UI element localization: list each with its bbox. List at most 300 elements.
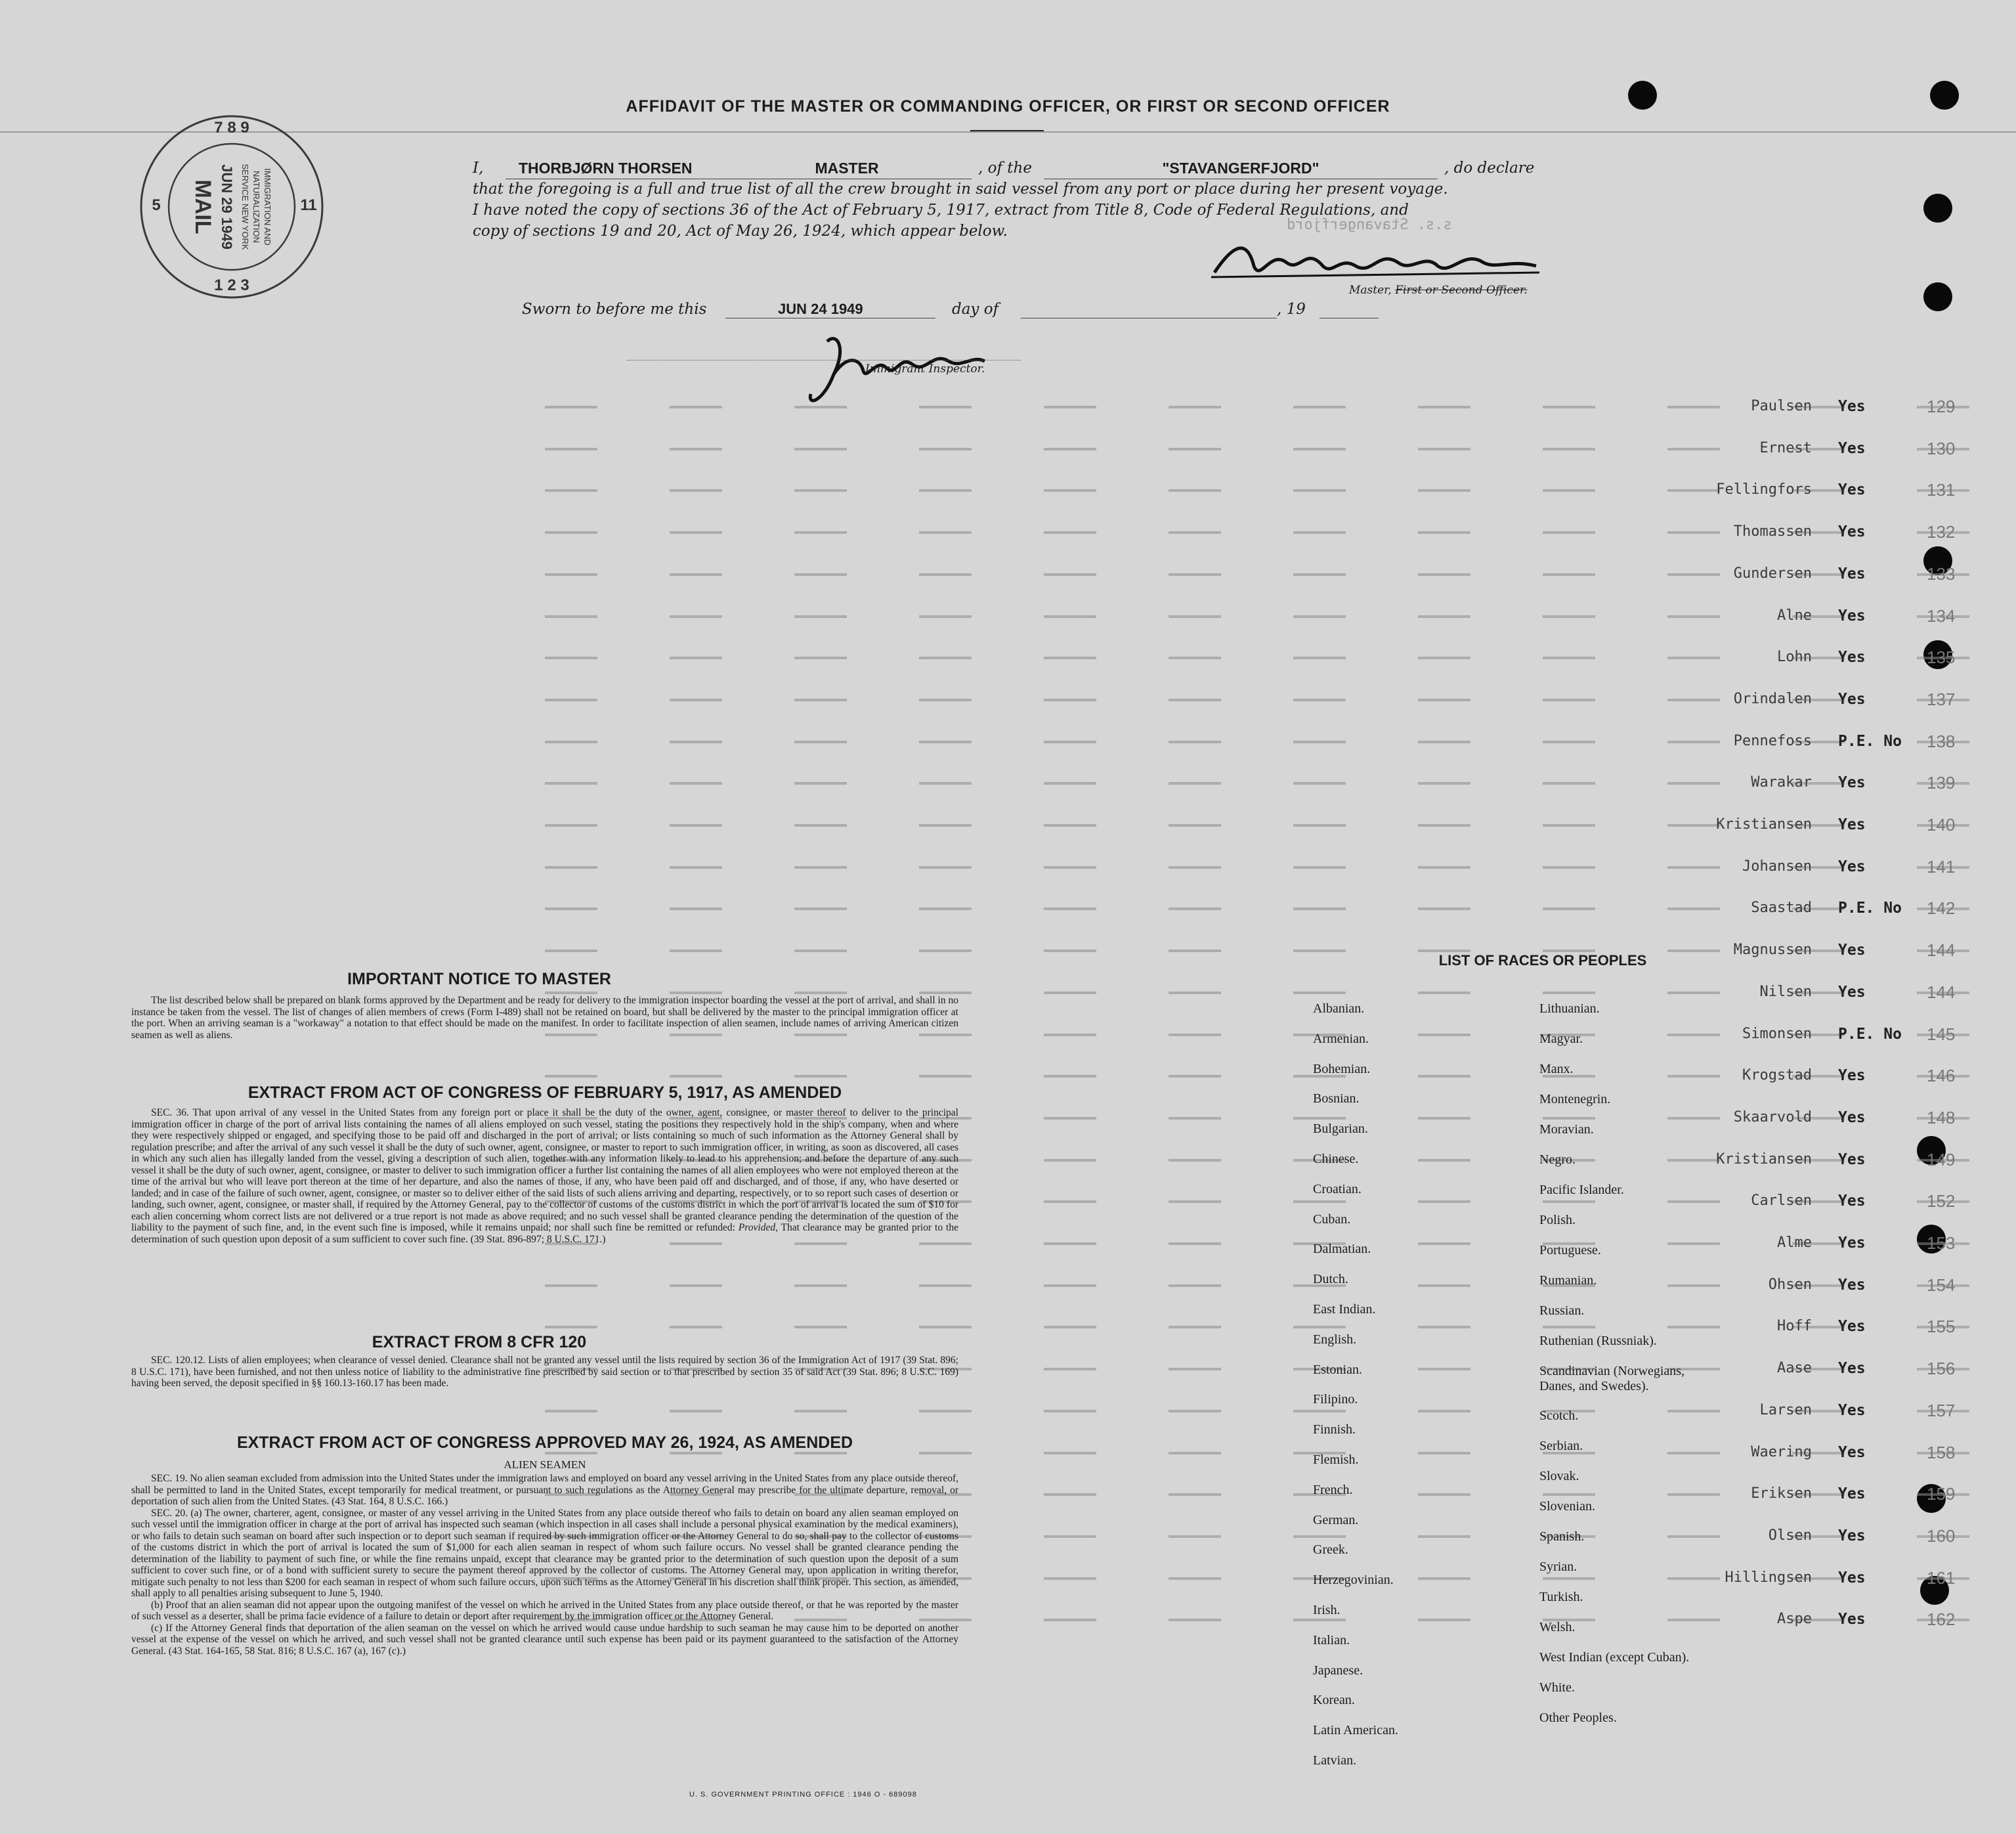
crew-row-number: 132 [1927, 522, 1956, 542]
bleed-mark [1293, 1200, 1346, 1203]
crew-row-status: Yes [1838, 523, 1866, 540]
year-blank [1319, 301, 1379, 318]
bleed-mark [1418, 1159, 1470, 1162]
bleed-mark [1293, 1535, 1346, 1538]
bleed-mark [670, 489, 722, 492]
crew-row-number: 148 [1927, 1108, 1956, 1127]
race-item: Danes, and Swedes). [1539, 1379, 1649, 1393]
master-name: THORBJØRN THORSEN [505, 158, 735, 179]
bleed-mark [1044, 866, 1096, 869]
bleed-mark [670, 699, 722, 701]
bleed-mark [545, 782, 597, 785]
bleed-mark [1293, 782, 1346, 785]
bleed-mark [1543, 1200, 1595, 1203]
bleed-mark [545, 950, 597, 952]
crew-row-number: 135 [1927, 647, 1956, 667]
crew-row-number: 144 [1927, 982, 1956, 1002]
race-item: Spanish. [1539, 1529, 1585, 1544]
crew-row-status: Yes [1838, 565, 1866, 582]
bleed-mark [545, 615, 597, 618]
crew-row-surname: Thomassen [1733, 523, 1812, 540]
bleed-mark [794, 657, 847, 659]
crew-row-surname: Fellingfors [1716, 481, 1812, 498]
bleed-mark [1418, 782, 1470, 785]
bleed-mark [1418, 741, 1470, 743]
crew-row-surname: Nilsen [1759, 984, 1812, 1000]
extract-1917-text: SEC. 36. That upon arrival of any vessel in the United States from any foreign port or place it shall be the duty of the owner, agent, consignee, or master thereof to deliver to the principal immigration officer in charge of the port of arrival lists containing the names of all aliens employed on such vessel, stating the positions they respectively hold in the ship's company, when and where they were respectively shipped or engaged, and specifying those to be paid off and discharged in the port of arrival; or lists containing so much of such information as the Attorney General shall by regulation prescribe; and after the arrival of any such vessel it shall be the duty of such owner, agent, consignee, or master to report to such immigration officer, in writing, as soon as discovered, all cases in which any such alien has illegally landed from the vessel, giving a description of such alien, together with any information likely to lead to his apprehension; and before the departure of any such vessel it shall be the duty of such owner, agent, consignee, or master to deliver to such immigration officer a further list containing the names of all alien employees who were not employed thereon at the time of the arrival but who will leave port thereon at the time of her departure, and also the names of those, if any, who have been paid off and discharged, and of those, if any, who have deserted or landed; and in case of the failure of such owner, agent, consignee, or master so to deliver either of the said lists of such aliens arriving and departing, respectively, or to so report such cases of desertion or landing, such owner, agent, consignee, or master shall, if required by the Attorney General, pay to the collector of customs of the customs district in which the port of arrival is located the sum of $10 for each alien concerning whom correct lists are not delivered or a true report is not made as above required; and no such vessel shall be granted clearance pending the determination of the question of the liability to the payment of such fine, and, in the event such fine is imposed, while it remains unpaid; nor shall such fine be remitted or refunded: [131, 1107, 958, 1233]
crew-row-surname: Carlsen [1751, 1192, 1812, 1209]
bleed-mark [919, 406, 972, 408]
race-item: Croatian. [1313, 1181, 1362, 1196]
race-item: Syrian. [1539, 1560, 1577, 1574]
crew-row-surname: Orindalen [1733, 691, 1812, 707]
crew-row-surname: Larsen [1759, 1402, 1812, 1418]
bleed-mark [1169, 1284, 1221, 1287]
bleed-mark [1543, 1577, 1595, 1580]
bleed-mark [919, 824, 972, 827]
bleed-mark [1418, 406, 1470, 408]
bleed-mark [1293, 699, 1346, 701]
inspector-caption: Immigrant Inspector. [865, 362, 985, 376]
bleed-mark [1543, 1493, 1595, 1496]
bleed-mark [545, 448, 597, 450]
race-item: Cuban. [1313, 1212, 1351, 1227]
crew-row-status: Yes [1838, 1277, 1866, 1294]
bleed-mark [1169, 1535, 1221, 1538]
bleed-mark [794, 615, 847, 618]
bleed-mark [1044, 657, 1096, 659]
sworn-text: Sworn to before me this [522, 301, 707, 318]
bleed-mark [1169, 1242, 1221, 1245]
bleed-mark [1418, 1368, 1470, 1370]
crew-row-status: Yes [1838, 1067, 1866, 1084]
crew-row-status: Yes [1838, 1360, 1866, 1377]
bleed-mark [794, 573, 847, 576]
crew-row-status: Yes [1838, 1611, 1866, 1628]
bleed-mark [545, 824, 597, 827]
bleed-mark [1543, 782, 1595, 785]
bleed-mark [1044, 448, 1096, 450]
sec-20b: (b) Proof that an alien seaman did not appear upon the outgoing manifest of the vessel on which he arrived in the United States from any place outside thereof, or that he was reported by the master of such vessel as a deserter, shall be prima facie evidence of a failure to detain or deport after requirement by the immigration officer or the Attorney General. [131, 1599, 958, 1622]
bleed-mark [919, 531, 972, 534]
bleed-mark [670, 907, 722, 910]
svg-text:7 8 9: 7 8 9 [214, 119, 249, 137]
bleed-mark [1543, 573, 1595, 576]
bleed-mark [1169, 1577, 1221, 1580]
race-item: Estonian. [1313, 1362, 1362, 1377]
bleed-mark [1044, 1535, 1096, 1538]
crew-row-surname: Aspe [1777, 1611, 1812, 1627]
bleed-mark [1044, 992, 1096, 994]
punch-hole [1923, 282, 1952, 311]
bleed-mark [919, 992, 972, 994]
bleed-mark [1543, 907, 1595, 910]
bleed-mark [1293, 907, 1346, 910]
bleed-mark [545, 406, 597, 408]
sec-20c: (c) If the Attorney General finds that deportation of the alien seaman on the vessel on which he arrived would cause undue hardship to such seaman he may cause him to be deported on another vessel at the expense of the vessel on which he arrived, and such vessel shall not be granted clearance until such expense has been paid or its payment guaranteed to the satisfaction of the Attorney General. (43 Stat. 164-165, 58 Stat. 816; 8 U.S.C. 167 (a), 167 (c).) [131, 1622, 958, 1657]
bleed-mark [1044, 741, 1096, 743]
bleed-mark [1169, 406, 1221, 408]
bleed-mark [670, 448, 722, 450]
race-item: Portuguese. [1539, 1243, 1601, 1257]
races-title: LIST OF RACES OR PEOPLES [1438, 952, 1647, 969]
notice-title: IMPORTANT NOTICE TO MASTER [347, 970, 611, 988]
bleed-mark [794, 699, 847, 701]
bleed-mark [1169, 1619, 1221, 1621]
crew-row-surname: Alme [1777, 1234, 1812, 1251]
bleed-mark [670, 1410, 722, 1412]
bleed-mark [1044, 1159, 1096, 1162]
crew-row-number: 162 [1927, 1609, 1956, 1629]
race-item: Dutch. [1313, 1272, 1348, 1287]
crew-row-status: Yes [1838, 691, 1866, 708]
bleed-mark [1169, 1326, 1221, 1328]
crew-row-surname: Magnussen [1733, 942, 1812, 958]
crew-row-status: Yes [1838, 1318, 1866, 1335]
bleed-mark [1418, 1619, 1470, 1621]
bleed-mark [1418, 573, 1470, 576]
bleed-mark [1293, 1326, 1346, 1328]
bleed-mark [1293, 531, 1346, 534]
bleed-mark [1169, 1159, 1221, 1162]
crew-row-surname: Kristiansen [1716, 816, 1812, 833]
day-of-text: day of [952, 301, 999, 318]
affidavit-title: AFFIDAVIT OF THE MASTER OR COMMANDING OFFICER, OR FIRST OR SECOND OFFICER [626, 97, 1390, 116]
bleed-mark [1044, 1368, 1096, 1370]
bleed-mark [1543, 992, 1595, 994]
bleed-mark [794, 1284, 847, 1287]
bleed-mark [1044, 406, 1096, 408]
extract-1924-body [131, 1473, 958, 1657]
extract-cfr-title: EXTRACT FROM 8 CFR 120 [372, 1333, 587, 1351]
bleed-mark [1543, 448, 1595, 450]
bleed-mark [545, 657, 597, 659]
race-item: German. [1313, 1512, 1359, 1527]
bleed-mark [545, 1410, 597, 1412]
bleed-mark [1293, 406, 1346, 408]
bleed-mark [1044, 824, 1096, 827]
bleed-mark [794, 741, 847, 743]
crew-row-status: Yes [1838, 942, 1866, 959]
bleed-mark [1293, 489, 1346, 492]
bleed-mark [919, 448, 972, 450]
crew-row-surname: Waering [1751, 1444, 1812, 1460]
bleed-mark [1543, 489, 1595, 492]
crew-row-number: 138 [1927, 731, 1956, 751]
bleed-mark [545, 1284, 597, 1287]
svg-text:1 2 3: 1 2 3 [214, 276, 249, 294]
bleed-mark [1418, 699, 1470, 701]
crew-row-number: 156 [1927, 1359, 1956, 1378]
bleed-mark [1044, 1577, 1096, 1580]
bleed-mark [1044, 1242, 1096, 1245]
bleed-mark [1169, 573, 1221, 576]
bleed-mark [1543, 1326, 1595, 1328]
officer-caption-struck: First or Second Officer. [1395, 284, 1528, 297]
bleed-mark [1169, 782, 1221, 785]
bleed-mark [1169, 907, 1221, 910]
bleed-through-vessel: s.s. Stavangerfjord [1287, 217, 1452, 233]
crew-row-status: Yes [1838, 481, 1866, 498]
bleed-mark [794, 531, 847, 534]
bleed-mark [1418, 866, 1470, 869]
bleed-mark [919, 782, 972, 785]
race-item: Flemish. [1313, 1452, 1359, 1467]
bleed-mark [1293, 657, 1346, 659]
race-item: Bosnian. [1313, 1091, 1360, 1106]
bleed-mark [670, 573, 722, 576]
crew-row-number: 141 [1927, 857, 1956, 877]
crew-row-status: Yes [1838, 1402, 1866, 1419]
race-item: Japanese. [1313, 1663, 1363, 1678]
svg-text:IMMIGRATION AND: IMMIGRATION AND [263, 168, 272, 246]
bleed-mark [670, 1284, 722, 1287]
crew-row-surname: Saastad [1751, 900, 1812, 916]
affidavit-line-3: I have noted the copy of sections 36 of the Act of February 5, 1917, extract from Title 8, Code of Federal Regulations, and [473, 202, 1409, 219]
bleed-mark [1044, 1326, 1096, 1328]
crew-row-status: Yes [1838, 1109, 1866, 1126]
crew-row-number: 154 [1927, 1275, 1956, 1295]
bleed-mark [1169, 615, 1221, 618]
crew-row-number: 160 [1927, 1526, 1956, 1546]
bleed-mark [919, 489, 972, 492]
affidavit-line-2: that the foregoing is a full and true list of all the crew brought in said vessel from any port or place during her present voyage. [473, 181, 1448, 198]
extract-1924-title: EXTRACT FROM ACT OF CONGRESS APPROVED MAY 26, 1924, AS AMENDED [236, 1433, 853, 1452]
svg-text:11: 11 [300, 196, 317, 214]
bleed-mark [919, 1326, 972, 1328]
race-item: Filipino. [1313, 1392, 1358, 1407]
bleed-mark [1418, 907, 1470, 910]
crew-row-status: Yes [1838, 398, 1866, 415]
svg-text:NATURALIZATION: NATURALIZATION [251, 170, 261, 244]
crew-row-number: 145 [1927, 1024, 1956, 1044]
crew-row-number: 161 [1927, 1568, 1956, 1588]
bleed-mark [1169, 531, 1221, 534]
bleed-mark [1169, 1034, 1221, 1036]
crew-row-surname: Hillingsen [1725, 1569, 1812, 1586]
bleed-mark [794, 992, 847, 994]
bleed-mark [1418, 1200, 1470, 1203]
bleed-mark [670, 992, 722, 994]
crew-row-number: 140 [1927, 815, 1956, 835]
bleed-mark [919, 657, 972, 659]
bleed-mark [545, 489, 597, 492]
crew-row-surname: Pennefoss [1733, 733, 1812, 749]
bleed-mark [794, 866, 847, 869]
sec-20a: SEC. 20. (a) The owner, charterer, agent, consignee, or master of any vessel arriving in the United States from any place outside thereof who fails to detain on board any alien seaman employed on such vessel until the immigration officer in charge at the port of arrival has inspected such seaman (which inspection in all cases shall include a personal physical examination by the medical examiners), or who fails to detain such seaman on board after such inspection or to deport such seaman if required by such immigration officer or the Attorney General to do so, shall pay to the collector of customs of the customs district in which the port of arrival is located the sum of $1,000 for each alien seaman in respect of whom such failure occurs. No vessel shall be granted clearance pending the determination of the liability to payment of such fine, or while the fine remains unpaid, except that clearance may be granted prior to the determination of such question upon the deposit of a sum sufficient to cover such fine, or of a bond with sufficient surety to secure the payment thereof approved by the collector of customs. The Attorney General may, upon application in writing therefor, mitigate such penalty to not less than $200 for each seaman in respect of whom such failure occurs, upon such terms as the Attorney General in his discretion shall think proper. This section, as amended, shall apply to all penalties arising subsequent to June 5, 1940. [131, 1507, 958, 1599]
bleed-mark [1293, 1410, 1346, 1412]
immigration-stamp [137, 112, 327, 302]
extract-1917-title: EXTRACT FROM ACT OF CONGRESS OF FEBRUARY 5, 1917, AS AMENDED [247, 1083, 842, 1102]
race-item: Latin American. [1313, 1723, 1398, 1738]
title-underline [970, 130, 1044, 131]
race-item: Serbian. [1539, 1439, 1583, 1453]
crew-row-status: Yes [1838, 1527, 1866, 1544]
bleed-mark [794, 907, 847, 910]
bleed-mark [1418, 1284, 1470, 1287]
bleed-mark [545, 741, 597, 743]
notice-body: The list described below shall be prepared on blank forms approved by the Department and be ready for delivery to the immigration inspector boarding the vessel at the port of arrival, and shall in no instance be taken from the vessel. The list of changes of alien members of crews (Form I-489) shall not be retained on board, but shall be delivered by the master to the principal immigration officer at the port. When an arriving seaman is a "workaway" a notation to that effect should be made on the manifest. In order to facilitate inspection of alien seamen, include names of arriving American citizen seamen as well as aliens. [131, 995, 958, 1041]
bleed-mark [1169, 448, 1221, 450]
bleed-mark [670, 782, 722, 785]
crew-row-surname: Aase [1777, 1360, 1812, 1376]
svg-text:JUN 29 1949: JUN 29 1949 [219, 164, 235, 250]
bleed-mark [1169, 950, 1221, 952]
bleed-mark [1418, 1075, 1470, 1078]
crew-row-surname: Lohn [1777, 649, 1812, 665]
master-signature [1208, 236, 1549, 289]
race-item: Negro. [1539, 1152, 1576, 1167]
bleed-mark [1169, 741, 1221, 743]
crew-row-number: 142 [1927, 898, 1956, 918]
race-item: French. [1313, 1482, 1353, 1497]
bleed-mark [1418, 1326, 1470, 1328]
bleed-mark [1044, 782, 1096, 785]
bleed-mark [1293, 741, 1346, 743]
race-item: Greek. [1313, 1542, 1348, 1558]
bleed-mark [1418, 1034, 1470, 1036]
sworn-line [522, 301, 1388, 327]
crew-row-status: Yes [1838, 1444, 1866, 1461]
bleed-mark [1044, 1034, 1096, 1036]
bleed-mark [1044, 1619, 1096, 1621]
race-item: West Indian (except Cuban). [1539, 1650, 1690, 1665]
bleed-mark [670, 866, 722, 869]
bleed-mark [1169, 699, 1221, 701]
signature-caption [1349, 284, 1528, 297]
crew-row-surname: Gundersen [1733, 565, 1812, 582]
race-item: Dalmatian. [1313, 1242, 1371, 1257]
race-item: Latvian. [1313, 1753, 1357, 1768]
crew-row-status: Yes [1838, 440, 1866, 457]
crew-row-surname: Skaarvold [1733, 1109, 1812, 1125]
bleed-mark [670, 1326, 722, 1328]
race-item: Bohemian. [1313, 1061, 1371, 1076]
svg-text:SERVICE NEW YORK: SERVICE NEW YORK [240, 164, 250, 250]
bleed-mark [1169, 489, 1221, 492]
bleed-mark [1543, 531, 1595, 534]
bleed-mark [794, 1075, 847, 1078]
master-rank: MASTER [722, 158, 972, 179]
bleed-mark [1044, 1200, 1096, 1203]
crew-row-number: 146 [1927, 1066, 1956, 1085]
bleed-mark [1293, 1117, 1346, 1120]
bleed-mark [1418, 1493, 1470, 1496]
race-item: Pacific Islander. [1539, 1183, 1624, 1197]
bleed-mark [794, 782, 847, 785]
bleed-mark [1543, 824, 1595, 827]
bleed-mark [1044, 1410, 1096, 1412]
bleed-mark [919, 573, 972, 576]
bleed-mark [1169, 1410, 1221, 1412]
bleed-mark [670, 406, 722, 408]
crew-row-number: 139 [1927, 773, 1956, 793]
bleed-mark [919, 1075, 972, 1078]
bleed-mark [1169, 657, 1221, 659]
bleed-mark [1543, 741, 1595, 743]
bleed-mark [1543, 615, 1595, 618]
race-item: Turkish. [1539, 1590, 1583, 1604]
bleed-mark [545, 866, 597, 869]
extract-1917-proviso: Provided, [738, 1222, 778, 1233]
day-of-blank [1021, 301, 1277, 318]
crew-row-surname: Olsen [1768, 1527, 1812, 1544]
svg-text:MAIL: MAIL [190, 179, 215, 234]
bleed-mark [1418, 1577, 1470, 1580]
sec-19: SEC. 19. No alien seaman excluded from admission into the United States under the immigration laws and employed on board any vessel arriving in the United States from any place outside thereof, shall be permitted to land in the United States, except temporarily for medical treatment, or pursuant to such regulations as the Attorney General may prescribe for the ultimate departure, removal, or deportation of such alien from the United States. (43 Stat. 164, 8 U.S.C. 166.) [131, 1473, 958, 1507]
bleed-mark [1293, 866, 1346, 869]
crew-row-surname: Kristiansen [1716, 1151, 1812, 1168]
race-item: Manx. [1539, 1062, 1574, 1076]
crew-row-number: 152 [1927, 1191, 1956, 1211]
race-item: Russian. [1539, 1303, 1585, 1318]
race-item: Albanian. [1313, 1001, 1365, 1016]
crew-row-number: 131 [1927, 480, 1956, 500]
crew-row-status: Yes [1838, 1151, 1866, 1168]
crew-row-status: Yes [1838, 984, 1866, 1001]
bleed-mark [545, 992, 597, 994]
extract-cfr-body: SEC. 120.12. Lists of alien employees; when clearance of vessel denied. Clearance shall not be granted any vessel until the lists required by section 36 of the Immigration Act of 1917 (39 Stat. 896; 8 U.S.C. 171), have been furnished, and not then unless notice of liability to the administrative fine prescribed by said section or to that prescribed by section 35 of said Act (39 Stat. 896; 8 U.S.C. 169) having been served, the deposit specified in §§ 160.13-160.17 has been made. [131, 1355, 958, 1389]
crew-row-surname: Johansen [1742, 858, 1812, 875]
bleed-mark [670, 531, 722, 534]
race-item: Herzegovinian. [1313, 1573, 1394, 1588]
bleed-mark [670, 741, 722, 743]
crew-row-number: 153 [1927, 1233, 1956, 1253]
bleed-mark [1418, 1535, 1470, 1538]
bleed-mark [1418, 992, 1470, 994]
bleed-mark [1293, 448, 1346, 450]
bleed-mark [1418, 1452, 1470, 1454]
crew-row-number: 157 [1927, 1401, 1956, 1420]
bleed-mark [1293, 992, 1346, 994]
crew-row-status: Yes [1838, 816, 1866, 833]
bleed-mark [1044, 615, 1096, 618]
bleed-mark [1044, 699, 1096, 701]
race-item: Polish. [1539, 1213, 1576, 1227]
affidavit-line-4: copy of sections 19 and 20, Act of May 26, 1924, which appear below. [473, 223, 1008, 240]
do-declare-text: , do declare [1444, 160, 1535, 177]
bleed-mark [545, 1326, 597, 1328]
bleed-mark [1169, 866, 1221, 869]
crew-row-number: 130 [1927, 439, 1956, 458]
bleed-mark [1418, 531, 1470, 534]
bleed-mark [1169, 1493, 1221, 1496]
bleed-mark [919, 1284, 972, 1287]
bleed-mark [919, 866, 972, 869]
crew-row-surname: Ohsen [1768, 1277, 1812, 1293]
race-item: Scandinavian (Norwegians, [1539, 1364, 1685, 1378]
crew-row-surname: Ernest [1759, 440, 1812, 456]
bleed-mark [1169, 1117, 1221, 1120]
bleed-mark [1169, 1368, 1221, 1370]
crew-row-surname: Simonsen [1742, 1026, 1812, 1042]
bleed-mark [1044, 489, 1096, 492]
bleed-mark [1293, 1619, 1346, 1621]
bleed-mark [670, 824, 722, 827]
bleed-mark [1169, 1200, 1221, 1203]
bleed-mark [1293, 573, 1346, 576]
race-item: Irish. [1313, 1603, 1340, 1617]
crew-row-status: Yes [1838, 1192, 1866, 1210]
bleed-mark [794, 489, 847, 492]
extract-1917-text-end: That clearance may be granted prior to the determination of such question upon deposit of a sum sufficient to cover such fine. (39 Stat. 896-897; 8 U.S.C. 171.) [131, 1222, 958, 1245]
bleed-mark [1044, 531, 1096, 534]
bleed-mark [670, 1075, 722, 1078]
bleed-mark [1169, 992, 1221, 994]
bleed-mark [545, 699, 597, 701]
bleed-mark [919, 741, 972, 743]
vessel-name: "STAVANGERFJORD" [1044, 158, 1438, 179]
